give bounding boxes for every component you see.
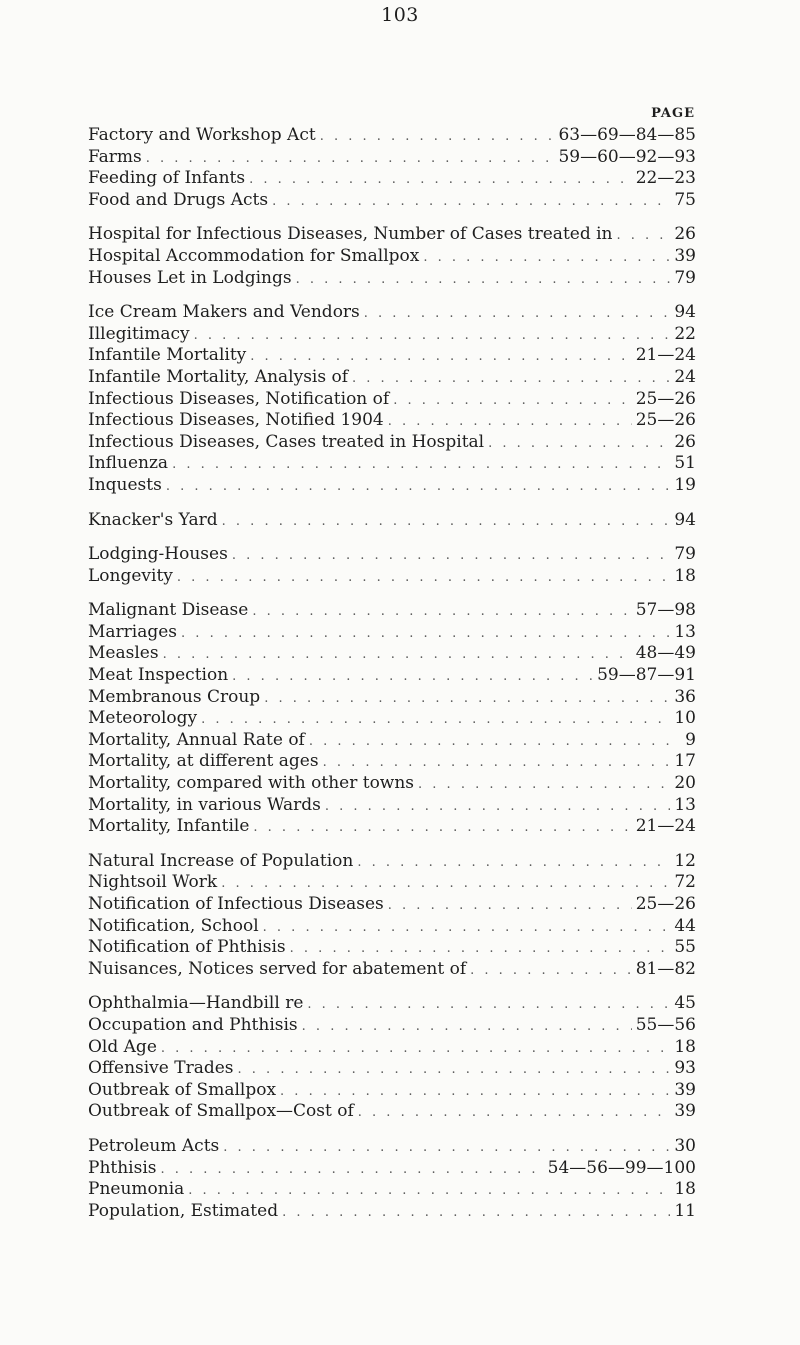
entry-label: Food and Drugs Acts: [88, 189, 269, 210]
dot-leader: [188, 1180, 670, 1201]
index-entry: [88, 367, 696, 389]
index-entry: [88, 432, 696, 454]
entry-page-numbers: 17: [674, 751, 696, 772]
entry-label: Marriages: [88, 621, 178, 642]
entry-page-numbers: 39: [674, 1079, 696, 1100]
entry-label: Influenza: [88, 453, 169, 474]
entry-page-numbers: 21—24: [635, 345, 696, 366]
entry-page-numbers: 57—98: [635, 600, 696, 621]
dot-leader: [296, 269, 671, 290]
entry-page-numbers: 26: [674, 431, 696, 452]
dot-leader: [418, 774, 670, 795]
index-entry: [88, 1179, 696, 1201]
index-entry: [88, 1015, 696, 1037]
entry-page-numbers: 55—56: [635, 1014, 696, 1035]
dot-leader: [325, 796, 670, 817]
entry-page-numbers: 30: [674, 1135, 696, 1156]
entry-page-numbers: 79: [674, 544, 696, 565]
index-entry: [88, 773, 696, 795]
dot-leader: [264, 688, 670, 709]
dot-leader: [232, 666, 593, 687]
entry-page-numbers: 63—69—84—85: [558, 125, 696, 145]
index-entry: [88, 1136, 696, 1158]
index-entry: [88, 475, 696, 497]
entry-page-numbers: 20: [674, 773, 696, 794]
entry-label: Infectious Diseases, Notification of: [88, 388, 390, 409]
dot-leader: [320, 126, 555, 147]
entry-page-numbers: 79: [674, 267, 696, 288]
index-entry: [88, 510, 696, 532]
dot-leader: [161, 1038, 670, 1059]
dot-leader: [263, 917, 671, 938]
entry-page-numbers: 54—56—99—100: [547, 1157, 696, 1178]
index-group: [88, 544, 696, 587]
entry-label: Factory and Workshop Act: [88, 125, 316, 145]
dot-leader: [617, 225, 671, 246]
index-entry: [88, 816, 696, 838]
entry-label: Ophthalmia—Handbill re: [88, 993, 304, 1014]
entry-page-numbers: 75: [674, 189, 696, 210]
index-entry: [88, 302, 696, 324]
index-entry: [88, 566, 696, 588]
entry-label: Mortality, at different ages: [88, 751, 319, 772]
entry-page-numbers: 81—82: [635, 958, 696, 979]
index-entry: [88, 1158, 696, 1180]
index-entry: [88, 1037, 696, 1059]
index-entry: [88, 1201, 696, 1223]
dot-leader: [357, 852, 670, 873]
entry-label: Outbreak of Smallpox—Cost of: [88, 1101, 354, 1122]
dot-leader: [201, 709, 670, 730]
index-entry: [88, 622, 696, 644]
dot-leader: [358, 1102, 671, 1123]
entry-page-numbers: 26: [674, 224, 696, 245]
index-group: [88, 993, 696, 1123]
dot-leader: [194, 325, 671, 346]
entry-label: Infantile Mortality: [88, 345, 247, 366]
entry-label: Farms: [88, 146, 142, 167]
dot-leader: [177, 567, 670, 588]
dot-leader: [488, 433, 670, 454]
entry-page-numbers: 22: [674, 323, 696, 344]
entry-label: Ice Cream Makers and Vendors: [88, 302, 360, 323]
entry-label: Mortality, Infantile: [88, 816, 250, 837]
dot-leader: [223, 1137, 670, 1158]
entry-label: Meat Inspection: [88, 665, 229, 686]
index-entry: [88, 993, 696, 1015]
entry-label: Pneumonia: [88, 1179, 185, 1200]
dot-leader: [309, 731, 681, 752]
entry-page-numbers: 39: [674, 1101, 696, 1122]
entry-label: Notification of Phthisis: [88, 937, 286, 958]
entry-label: Infantile Mortality, Analysis of: [88, 366, 349, 387]
index-entry: [88, 190, 696, 212]
dot-leader: [163, 644, 632, 665]
dot-leader: [252, 601, 631, 622]
index-entry: [88, 1101, 696, 1123]
index-entry: [88, 1080, 696, 1102]
entry-label: Old Age: [88, 1036, 157, 1057]
index-entry: [88, 246, 696, 268]
entry-label: Longevity: [88, 565, 173, 586]
dot-leader: [249, 169, 632, 190]
entry-page-numbers: 22—23: [635, 168, 696, 189]
index-entry: [88, 324, 696, 346]
index-entry: [88, 959, 696, 981]
dot-leader: [232, 545, 671, 566]
entry-page-numbers: 9: [685, 729, 696, 750]
entry-page-numbers: 25—26: [635, 410, 696, 431]
entry-page-numbers: 18: [674, 1179, 696, 1200]
entry-label: Offensive Trades: [88, 1058, 234, 1079]
entry-label: Petroleum Acts: [88, 1135, 220, 1156]
index-entry: [88, 708, 696, 730]
entry-label: Houses Let in Lodgings: [88, 267, 292, 288]
dot-leader: [282, 1202, 670, 1223]
dot-leader: [222, 511, 671, 532]
entry-page-numbers: 44: [674, 915, 696, 936]
dot-leader: [388, 895, 632, 916]
dot-leader: [250, 346, 631, 367]
index-entry: [88, 687, 696, 709]
entry-page-numbers: 94: [674, 302, 696, 323]
dot-leader: [280, 1081, 670, 1102]
dot-leader: [393, 390, 632, 411]
dot-leader: [302, 1016, 632, 1037]
entry-page-numbers: 45: [674, 993, 696, 1014]
index-entry: [88, 1058, 696, 1080]
entry-page-numbers: 25—26: [635, 894, 696, 914]
index-entry: [88, 147, 696, 169]
dot-leader: [146, 148, 555, 169]
entry-page-numbers: 93: [674, 1058, 696, 1079]
entry-label: Infectious Diseases, Cases treated in Hospital: [88, 431, 485, 452]
index-entry: [88, 916, 696, 938]
index-group: [88, 302, 696, 496]
dot-leader: [364, 303, 671, 324]
entry-page-numbers: 59—60—92—93: [558, 146, 696, 167]
entry-label: Nightsoil Work: [88, 872, 218, 893]
entry-label: Mortality, in various Wards: [88, 794, 321, 815]
index-group: [88, 510, 696, 532]
index-entry: [88, 410, 696, 432]
entry-page-numbers: 55: [674, 937, 696, 958]
entry-label: Membranous Croup: [88, 686, 261, 707]
entry-page-numbers: 94: [674, 509, 696, 530]
index-entry: [88, 224, 696, 246]
dot-leader: [161, 1159, 544, 1180]
index-entry: [88, 125, 696, 147]
entry-label: Mortality, Annual Rate of: [88, 729, 305, 750]
index-entry: [88, 168, 696, 190]
entry-label: Outbreak of Smallpox: [88, 1079, 277, 1100]
index-group: [88, 1136, 696, 1222]
index-entry: [88, 851, 696, 873]
entry-page-numbers: 11: [674, 1200, 696, 1221]
index-entry: [88, 453, 696, 475]
entry-page-numbers: 13: [674, 794, 696, 815]
dot-leader: [352, 368, 670, 389]
entry-page-numbers: 25—26: [635, 388, 696, 409]
index-entry: [88, 544, 696, 566]
index-entry: [88, 643, 696, 665]
entry-page-numbers: 19: [674, 474, 696, 495]
entry-page-numbers: 72: [674, 872, 696, 893]
entry-label: Infectious Diseases, Notified 1904: [88, 410, 384, 431]
entry-label: Measles: [88, 643, 159, 664]
entry-label: Meteorology: [88, 708, 198, 729]
entry-page-numbers: 12: [674, 850, 696, 871]
entry-label: Knacker's Yard: [88, 509, 218, 530]
index-list: [88, 125, 696, 1235]
index-entry: [88, 600, 696, 622]
dot-leader: [166, 476, 671, 497]
dot-leader: [470, 960, 632, 981]
entry-page-numbers: 18: [674, 565, 696, 586]
index-group: [88, 851, 696, 981]
entry-label: Inquests: [88, 474, 162, 495]
entry-page-numbers: 10: [674, 708, 696, 729]
entry-page-numbers: 48—49: [635, 643, 696, 664]
entry-page-numbers: 18: [674, 1036, 696, 1057]
dot-leader: [181, 623, 670, 644]
entry-page-numbers: 24: [674, 366, 696, 387]
entry-page-numbers: 59—87—91: [597, 665, 696, 686]
dot-leader: [272, 191, 670, 212]
entry-label: Natural Increase of Population: [88, 850, 354, 871]
dot-leader: [323, 752, 671, 773]
dot-leader: [307, 994, 670, 1015]
page-column-heading: PAGE: [651, 106, 695, 121]
index-entry: [88, 730, 696, 752]
index-entry: [88, 872, 696, 894]
index-group: [88, 600, 696, 838]
index-entry: [88, 345, 696, 367]
page-number: 103: [381, 4, 419, 26]
entry-label: Hospital Accommodation for Smallpox: [88, 245, 420, 266]
dot-leader: [253, 817, 631, 838]
index-entry: [88, 795, 696, 817]
index-entry: [88, 894, 696, 916]
dot-leader: [388, 411, 632, 432]
dot-leader: [238, 1059, 671, 1080]
entry-label: Hospital for Infectious Diseases, Number of Cases treated in: [88, 224, 613, 245]
entry-page-numbers: 39: [674, 245, 696, 266]
dot-leader: [423, 247, 670, 268]
entry-page-numbers: 51: [674, 453, 696, 474]
entry-label: Malignant Disease: [88, 600, 249, 621]
entry-page-numbers: 13: [674, 621, 696, 642]
entry-label: Notification of Infectious Diseases: [88, 894, 384, 914]
entry-label: Population, Estimated: [88, 1200, 279, 1221]
index-entry: [88, 268, 696, 290]
entry-label: Lodging-Houses: [88, 544, 228, 565]
index-entry: [88, 389, 696, 411]
entry-page-numbers: 36: [674, 686, 696, 707]
entry-label: Illegitimacy: [88, 323, 190, 344]
index-entry: [88, 751, 696, 773]
index-group: [88, 125, 696, 211]
dot-leader: [172, 454, 670, 475]
entry-label: Feeding of Infants: [88, 168, 246, 189]
dot-leader: [221, 873, 670, 894]
entry-label: Nuisances, Notices served for abatement of: [88, 958, 467, 979]
index-group: [88, 224, 696, 289]
entry-label: Mortality, compared with other towns: [88, 773, 415, 794]
entry-page-numbers: 21—24: [635, 816, 696, 837]
dot-leader: [290, 938, 671, 959]
index-entry: [88, 937, 696, 959]
index-entry: [88, 665, 696, 687]
entry-label: Notification, School: [88, 915, 259, 936]
entry-label: Phthisis: [88, 1157, 157, 1178]
entry-label: Occupation and Phthisis: [88, 1014, 298, 1035]
